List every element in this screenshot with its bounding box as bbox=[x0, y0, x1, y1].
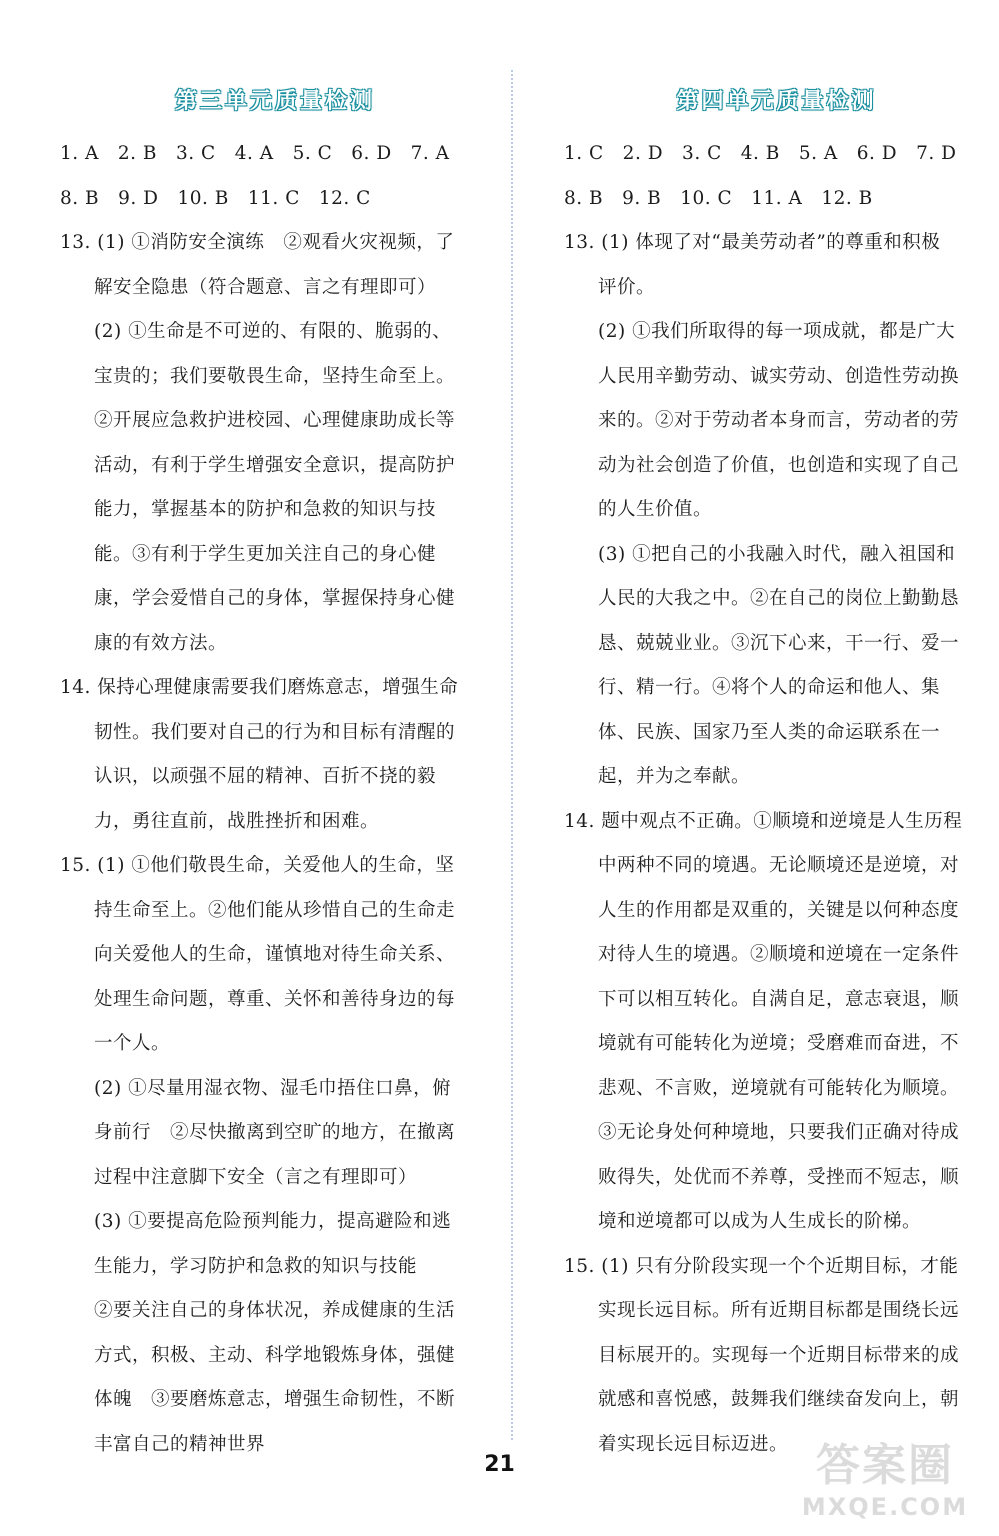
right-column bbox=[522, 0, 999, 1536]
answer-line: 1. C 2. D 3. C 4. B 5. A 6. D 7. D bbox=[564, 143, 957, 164]
answer-line: (2) ①我们所取得的每一项成就，都是广大 bbox=[598, 321, 956, 342]
answer-line: 目标展开的。实现每一个近期目标带来的成 bbox=[598, 1344, 960, 1366]
watermark bbox=[785, 1438, 985, 1528]
answer-line: 悲观、不言败，逆境就有可能转化为顺境。 bbox=[598, 1077, 960, 1099]
answer-line: 败得失，处优而不养尊，受挫而不短志，顺 bbox=[598, 1166, 960, 1188]
watermark-logo: 答案圈 bbox=[816, 1440, 954, 1491]
answer-line: 境就有可能转化为逆境；受磨难而奋进，不 bbox=[598, 1033, 960, 1054]
answer-line: 力，勇往直前，战胜挫折和困难。 bbox=[94, 810, 380, 832]
answer-line: 13. (1) 体现了对“最美劳动者”的尊重和积极 bbox=[564, 232, 941, 253]
answer-line: 境和逆境都可以成为人生成长的阶梯。 bbox=[598, 1211, 922, 1232]
answer-line: 康的有效方法。 bbox=[94, 632, 228, 654]
answer-line: 人生的作用都是双重的，关键是以何种态度 bbox=[598, 899, 960, 921]
answer-line: ②要关注自己的身体状况，养成健康的生活 bbox=[94, 1300, 456, 1321]
answer-line: (3) ①要提高危险预判能力，提高避险和逃 bbox=[94, 1211, 452, 1232]
answer-line: 着实现长远目标迈进。 bbox=[598, 1433, 789, 1455]
answer-line: 中两种不同的境遇。无论顺境还是逆境，对 bbox=[598, 855, 960, 876]
answer-line: 1. A 2. B 3. C 4. A 5. C 6. D 7. A bbox=[60, 143, 450, 164]
answer-line: 康，学会爱惜自己的身体，掌握保持身心健 bbox=[94, 588, 456, 609]
answer-line: (2) ①尽量用湿衣物、湿毛巾捂住口鼻，俯 bbox=[94, 1077, 452, 1099]
answer-line: 一个人。 bbox=[94, 1033, 171, 1054]
answer-line: 来的。②对于劳动者本身而言，劳动者的劳 bbox=[598, 410, 960, 431]
answer-line: 就感和喜悦感，鼓舞我们继续奋发向上，朝 bbox=[598, 1389, 960, 1410]
answer-line: ②开展应急救护进校园、心理健康助成长等 bbox=[94, 410, 456, 431]
watermark-url: MXQE.COM bbox=[801, 1493, 969, 1521]
answer-line: 过程中注意脚下安全（言之有理即可） bbox=[94, 1166, 418, 1188]
answer-line: 韧性。我们要对自己的行为和目标有清醒的 bbox=[94, 721, 456, 743]
answer-line: 的人生价值。 bbox=[598, 499, 713, 520]
answer-line: 14. 题中观点不正确。①顺境和逆境是人生历程 bbox=[564, 810, 963, 832]
answer-line: 15. (1) ①他们敬畏生命，关爱他人的生命，坚 bbox=[60, 855, 455, 876]
right-section-title: 第四单元质量检测 bbox=[564, 82, 989, 122]
answer-line: 能力，掌握基本的防护和急救的知识与技 bbox=[94, 499, 437, 520]
answer-line: (3) ①把自己的小我融入时代，融入祖国和 bbox=[598, 543, 956, 565]
answer-line: 能。③有利于学生更加关注自己的身心健 bbox=[94, 543, 437, 565]
answer-line: 认识，以顽强不屈的精神、百折不挠的毅 bbox=[94, 766, 437, 787]
answer-line: 体魄 ③要磨炼意志，增强生命韧性，不断 bbox=[94, 1389, 456, 1410]
answer-line: 体、民族、国家乃至人类的命运联系在一 bbox=[598, 721, 941, 743]
answer-line: 宝贵的；我们要敬畏生命，坚持生命至上。 bbox=[94, 365, 456, 387]
answer-line: 处理生命问题，尊重、关怀和善待身边的每 bbox=[94, 988, 456, 1010]
answer-line: 15. (1) 只有分阶段实现一个个近期目标，才能 bbox=[564, 1255, 959, 1277]
page-number: 21 bbox=[484, 1452, 515, 1477]
answer-line: 13. (1) ①消防安全演练 ②观看火灾视频，了 bbox=[60, 232, 455, 253]
answer-line: 评价。 bbox=[598, 276, 656, 298]
answer-line: 身前行 ②尽快撤离到空旷的地方，在撤离 bbox=[94, 1122, 456, 1143]
left-section-title: 第三单元质量检测 bbox=[60, 82, 490, 122]
answer-line: (2) ①生命是不可逆的、有限的、脆弱的、 bbox=[94, 321, 452, 342]
answer-line: 动为社会创造了价值，也创造和实现了自己 bbox=[598, 454, 960, 476]
answer-line: 方式，积极、主动、科学地锻炼身体，强健 bbox=[94, 1344, 456, 1366]
answer-line: 下可以相互转化。自满自足，意志衰退，顺 bbox=[598, 988, 960, 1010]
answer-line: 人民用辛勤劳动、诚实劳动、创造性劳动换 bbox=[598, 365, 960, 387]
answer-line: 行、精一行。④将个人的命运和他人、集 bbox=[598, 677, 941, 698]
answer-line: 向关爱他人的生命，谨慎地对待生命关系、 bbox=[94, 944, 456, 965]
answer-line: 实现长远目标。所有近期目标都是围绕长远 bbox=[598, 1300, 960, 1321]
answer-line: 8. B 9. D 10. B 11. C 12. C bbox=[60, 187, 371, 209]
answer-line: ③无论身处何种境地，只要我们正确对待成 bbox=[598, 1122, 960, 1143]
answer-line: 14. 保持心理健康需要我们磨炼意志，增强生命 bbox=[60, 677, 459, 698]
answer-line: 对待人生的境遇。②顺境和逆境在一定条件 bbox=[598, 944, 960, 965]
answer-line: 活动，有利于学生增强安全意识，提高防护 bbox=[94, 454, 456, 476]
answer-line: 丰富自己的精神世界 bbox=[94, 1433, 266, 1455]
answer-line: 生能力，学习防护和急救的知识与技能 bbox=[94, 1255, 418, 1277]
answer-line: 持生命至上。②他们能从珍惜自己的生命走 bbox=[94, 899, 456, 921]
answer-line: 人民的大我之中。②在自己的岗位上勤勤恳 bbox=[598, 588, 960, 609]
answer-line: 起，并为之奉献。 bbox=[598, 766, 751, 787]
answer-line: 8. B 9. B 10. C 11. A 12. B bbox=[564, 187, 873, 209]
answer-line: 恳、兢兢业业。③沉下心来，干一行、爱一 bbox=[598, 632, 960, 654]
column-divider bbox=[511, 70, 513, 1440]
answer-line: 解安全隐患（符合题意、言之有理即可） bbox=[94, 276, 437, 298]
